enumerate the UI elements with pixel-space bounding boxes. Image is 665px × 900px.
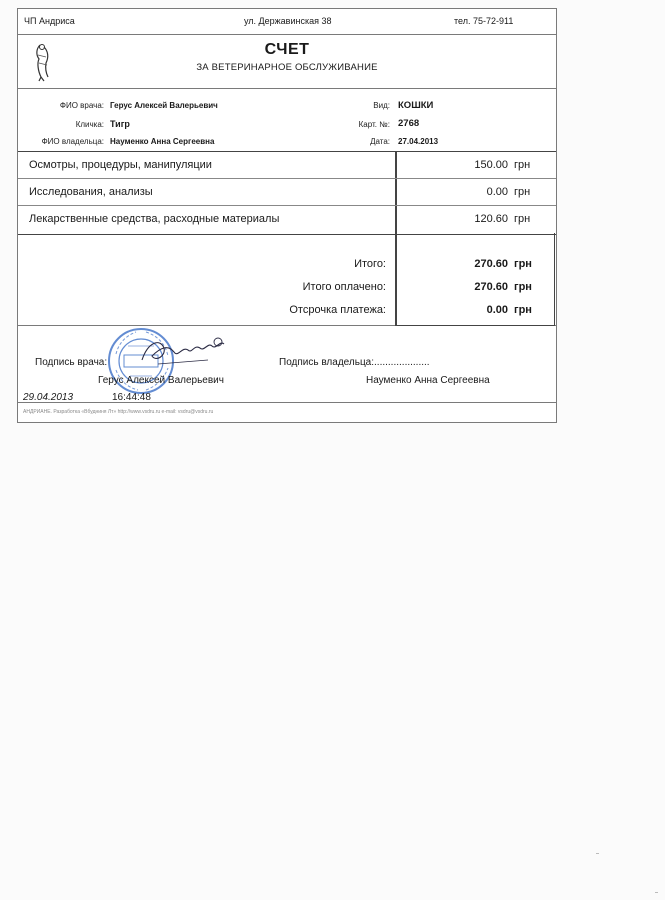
date-value: 27.04.2013 — [398, 137, 439, 146]
species-value: КОШКИ — [398, 100, 434, 111]
company-name: ЧП Андриса — [24, 16, 75, 26]
scan-speck — [596, 853, 599, 854]
total-row — [18, 299, 556, 323]
company-phone: тел. 75-72-911 — [454, 16, 514, 26]
owner-value: Науменко Анна Сергеевна — [110, 137, 215, 146]
card-value: 2768 — [398, 118, 420, 129]
footer-credits: АНДРИАНЕ. Разработка «Вбудниня Лт» http://www.vsdru.ru e-mail: vsdru@vsdru.ru — [23, 409, 214, 415]
signature-section — [18, 326, 556, 403]
title-block — [18, 35, 556, 89]
info-section — [18, 89, 556, 151]
total-row — [18, 276, 556, 300]
totals-section — [18, 233, 556, 326]
total-currency: грн — [514, 258, 532, 270]
total-row — [18, 253, 556, 277]
pet-label: Кличка: — [75, 120, 104, 129]
service-row — [18, 206, 556, 232]
deferred-amount: 0.00 — [486, 304, 508, 316]
invoice-header-bar — [18, 9, 556, 35]
service-amount: 0.00 — [486, 186, 508, 198]
service-name: Исследования, анализы — [29, 186, 153, 198]
company-address: ул. Державинская 38 — [244, 16, 332, 26]
print-time: 16:44:48 — [112, 392, 151, 403]
date-label: Дата: — [370, 137, 390, 146]
doctor-name-printed: Герус Алексей Валерьевич — [98, 375, 224, 386]
invoice-document — [17, 8, 557, 423]
service-amount: 150.00 — [474, 159, 508, 171]
service-currency: грн — [514, 186, 531, 198]
doctor-signature-icon — [138, 334, 228, 368]
service-row — [18, 152, 556, 179]
owner-signature-label: Подпись владельца:.................... — [279, 357, 430, 368]
doctor-value: Герус Алексей Валерьевич — [110, 101, 218, 110]
species-label: Вид: — [373, 101, 390, 110]
invoice-title: СЧЕТ — [264, 41, 310, 58]
service-row — [18, 179, 556, 206]
service-currency: грн — [514, 213, 531, 225]
total-amount: 270.60 — [474, 258, 508, 270]
owner-name-printed: Науменко Анна Сергеевна — [366, 375, 490, 386]
services-table — [18, 151, 556, 235]
paid-currency: грн — [514, 281, 532, 293]
service-amount: 120.60 — [474, 213, 508, 225]
card-label: Карт. №: — [358, 120, 390, 129]
deferred-currency: грн — [514, 304, 532, 316]
invoice-subtitle: ЗА ВЕТЕРИНАРНОЕ ОБСЛУЖИВАНИЕ — [196, 62, 378, 73]
pet-value: Тигр — [110, 119, 130, 129]
service-name: Осмотры, процедуры, манипуляции — [29, 159, 212, 171]
doctor-signature-label: Подпись врача: — [35, 357, 108, 368]
service-currency: грн — [514, 159, 531, 171]
deferred-label: Отсрочка платежа: — [289, 304, 386, 316]
paid-label: Итого оплачено: — [302, 281, 386, 293]
scan-speck — [655, 892, 658, 893]
paid-amount: 270.60 — [474, 281, 508, 293]
service-name: Лекарственные средства, расходные материалы — [29, 213, 280, 225]
owner-label: ФИО владельца: — [41, 137, 104, 146]
doctor-label: ФИО врача: — [59, 101, 104, 110]
total-label: Итого: — [354, 258, 386, 270]
print-date: 29.04.2013 — [23, 392, 74, 403]
